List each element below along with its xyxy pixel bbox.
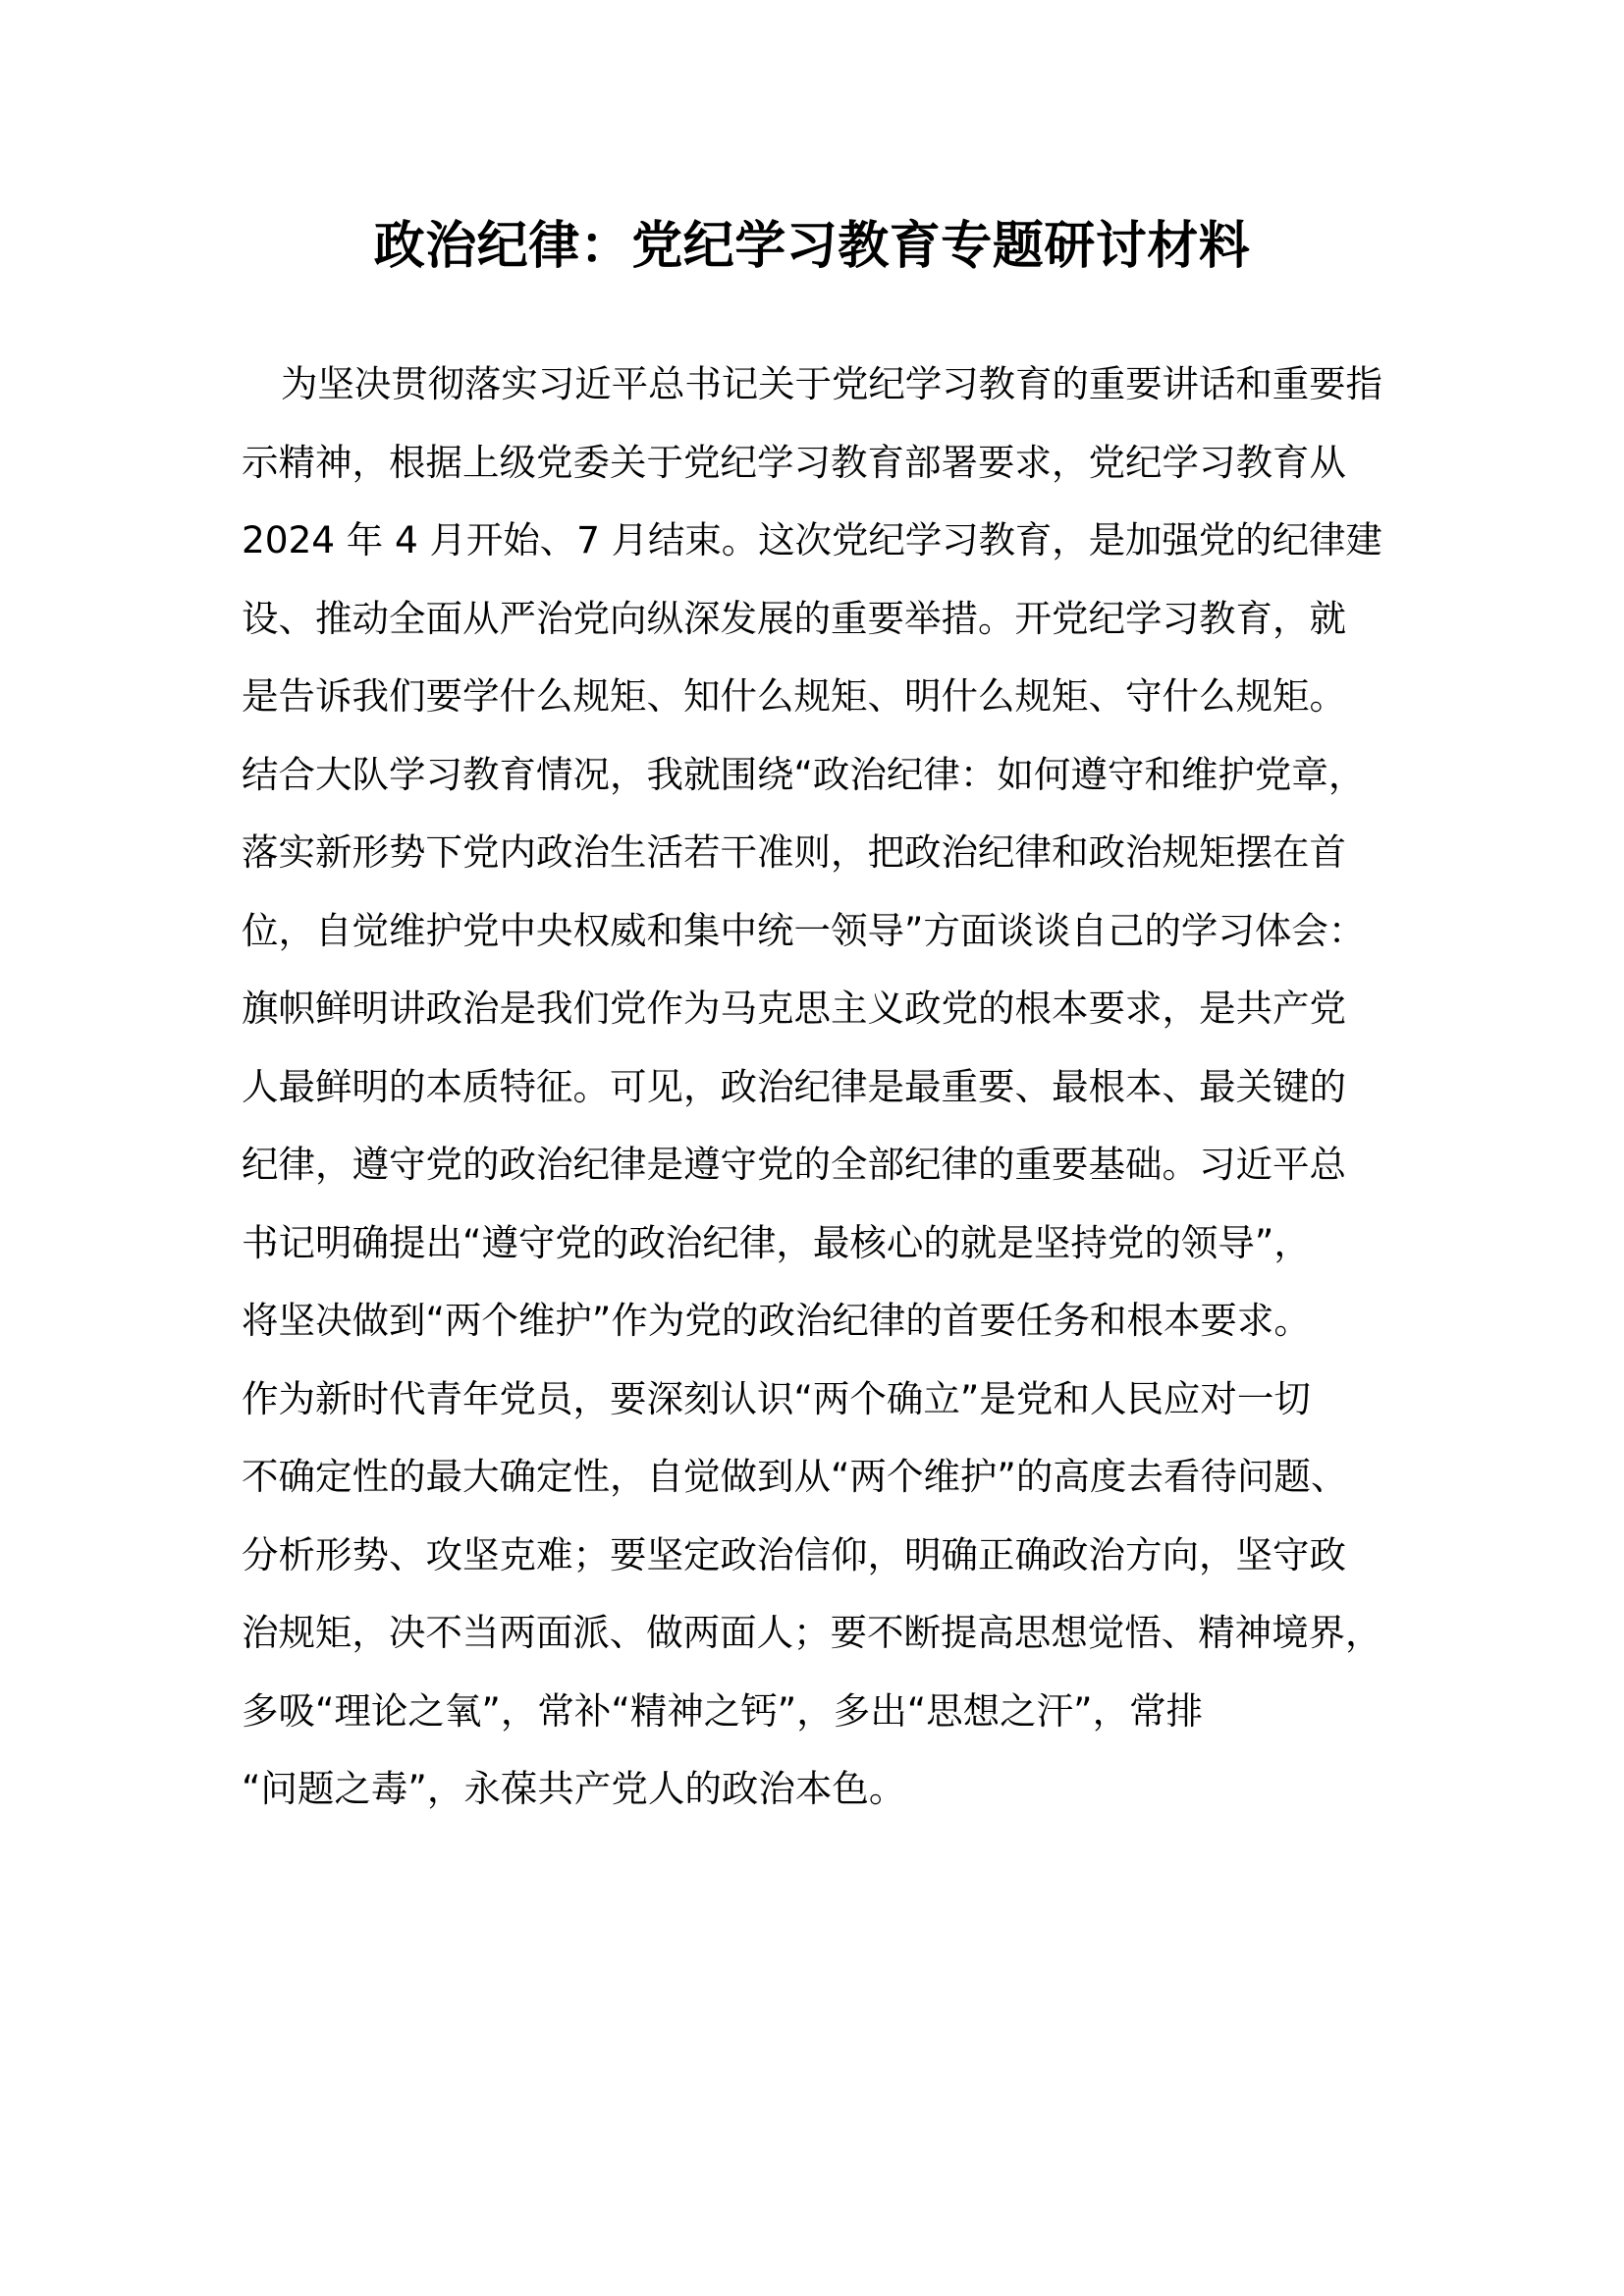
paragraph-line: 示精神，根据上级党委关于党纪学习教育部署要求，党纪学习教育从 xyxy=(242,440,1346,484)
paragraph-line: 旗帜鲜明讲政治是我们党作为马克思主义政党的根本要求，是共产党 xyxy=(242,987,1346,1030)
paragraph-line: 结合大队学习教育情况，我就围绕“政治纪律：如何遵守和维护党章， xyxy=(242,752,1366,796)
paragraph-line: 是告诉我们要学什么规矩、知什么规矩、明什么规矩、守什么规矩。 xyxy=(242,674,1346,718)
document-body xyxy=(242,0,1382,1829)
paragraph-line: 多吸“理论之氧”，常补“精神之钙”，多出“思想之汗”，常排 xyxy=(242,1688,1204,1733)
paragraph-line: 位，自觉维护党中央权威和集中统一领导”方面谈谈自己的学习体会： xyxy=(242,908,1366,952)
paragraph-body xyxy=(242,970,1382,1829)
paragraph-line: 不确定性的最大确定性，自觉做到从“两个维护”的高度去看待问题、 xyxy=(242,1455,1348,1498)
paragraph-line: 为坚决贯彻落实习近平总书记关于党纪学习教育的重要讲话和重要指 xyxy=(281,362,1382,405)
paragraph-intro xyxy=(242,346,1382,970)
paragraph-line: 落实新形势下党内政治生活若干准则，把政治纪律和政治规矩摆在首 xyxy=(242,830,1346,874)
paragraph-line: 书记明确提出“遵守党的政治纪律，最核心的就是坚持党的领导”， xyxy=(242,1220,1311,1264)
paragraph-line: 分析形势、攻坚克难；要坚定政治信仰，明确正确政治方向，坚守政 xyxy=(242,1532,1346,1576)
paragraph-line: 设、推动全面从严治党向纵深发展的重要举措。开党纪学习教育，就 xyxy=(242,596,1346,640)
paragraph-line: 治规矩，决不当两面派、做两面人；要不断提高思想觉悟、精神境界， xyxy=(242,1611,1382,1654)
page-title: 政治纪律：党纪学习教育专题研讨材料 xyxy=(373,217,1251,276)
paragraph-line: 作为新时代青年党员，要深刻认识“两个确立”是党和人民应对一切 xyxy=(242,1376,1311,1420)
paragraph-line: 纪律，遵守党的政治纪律是遵守党的全部纪律的重要基础。习近平总 xyxy=(242,1143,1346,1186)
paragraph-line: 2024 年 4 月开始、7 月结束。这次党纪学习教育，是加强党的纪律建 xyxy=(242,518,1382,561)
paragraph-line: 将坚决做到“两个维护”作为党的政治纪律的首要任务和根本要求。 xyxy=(242,1299,1311,1342)
paragraph-line: “问题之毒”，永葆共产党人的政治本色。 xyxy=(242,1767,906,1810)
paragraph-line: 人最鲜明的本质特征。可见，政治纪律是最重要、最根本、最关键的 xyxy=(242,1064,1346,1108)
